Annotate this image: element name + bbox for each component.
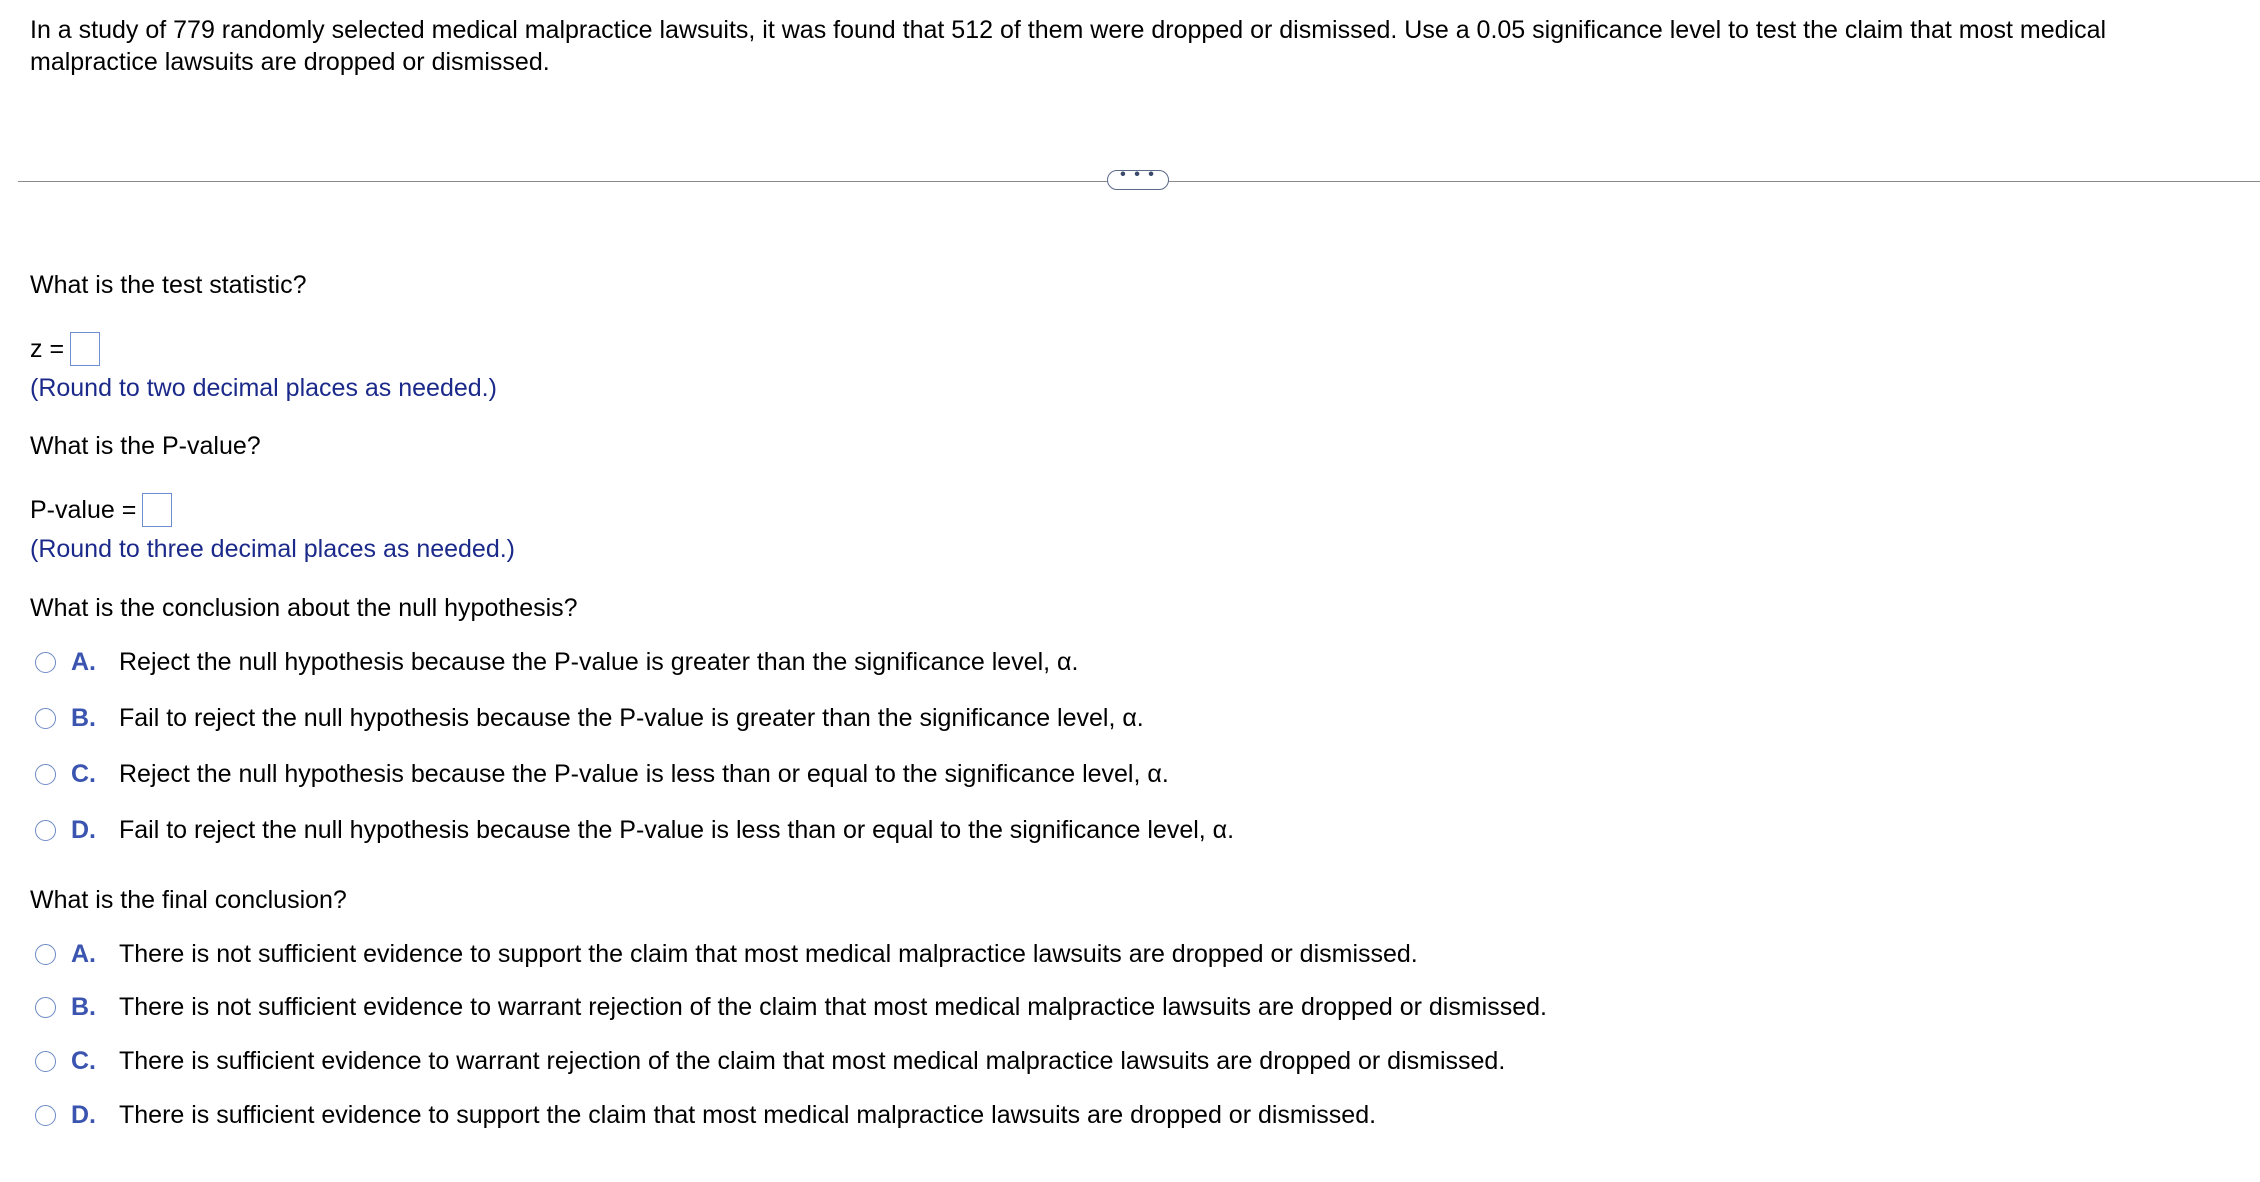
radio-button[interactable] [35,1105,56,1126]
final-option-d[interactable] [35,1099,1376,1131]
p-value-label: P-value = [30,496,137,524]
option-letter: C. [71,1046,96,1075]
final-option-b[interactable] [35,991,1547,1023]
final-option-a[interactable] [35,938,1418,970]
option-text: There is not sufficient evidence to support the claim that most medical malpractice lawsuits are dropped or dismissed. [119,939,1418,968]
null-option-a[interactable] [35,646,1078,678]
z-label: z = [30,335,65,363]
p-value-answer-row [30,493,172,527]
option-letter: B. [71,703,96,732]
option-text: There is sufficient evidence to warrant rejection of the claim that most medical malpractice lawsuits are dropped or dismissed. [119,1046,1506,1075]
question-test-statistic: What is the test statistic? [30,271,307,299]
more-button[interactable]: • • • [1107,170,1169,190]
question-p-value: What is the P-value? [30,432,261,460]
question-null-conclusion: What is the conclusion about the null hypothesis? [30,594,578,622]
z-input[interactable] [70,332,100,366]
radio-button[interactable] [35,820,56,841]
final-option-c[interactable] [35,1045,1505,1077]
option-letter: B. [71,992,96,1021]
option-text: There is sufficient evidence to support the claim that most medical malpractice lawsuits are dropped or dismissed. [119,1100,1377,1129]
radio-button[interactable] [35,997,56,1018]
option-letter: D. [71,815,96,844]
problem-statement: In a study of 779 randomly selected medical malpractice lawsuits, it was found that 512 of them were dropped or dismissed. Use a 0.05 significance level to test the claim that most medical malpractice lawsuits are dropped or dismissed. [30,16,2107,76]
radio-button[interactable] [35,708,56,729]
option-text: Fail to reject the null hypothesis because the P-value is greater than the significance level, α. [119,703,1144,732]
option-text: There is not sufficient evidence to warrant rejection of the claim that most medical malpractice lawsuits are dropped or dismissed. [119,992,1547,1021]
p-value-input[interactable] [142,493,172,527]
option-letter: A. [71,647,96,676]
null-option-d[interactable] [35,814,1234,846]
option-text: Reject the null hypothesis because the P-value is less than or equal to the significance level, α. [119,759,1169,788]
radio-button[interactable] [35,944,56,965]
option-letter: C. [71,759,96,788]
option-text: Fail to reject the null hypothesis because the P-value is less than or equal to the significance level, α. [119,815,1235,844]
test-statistic-answer-row [30,332,100,366]
option-letter: D. [71,1100,96,1129]
hint-three-decimals: (Round to three decimal places as needed.) [30,535,516,563]
radio-button[interactable] [35,764,56,785]
option-text: Reject the null hypothesis because the P-value is greater than the significance level, α. [119,647,1079,676]
hint-two-decimals: (Round to two decimal places as needed.) [30,374,497,402]
question-final-conclusion: What is the final conclusion? [30,886,347,914]
null-option-c[interactable] [35,758,1169,790]
null-option-b[interactable] [35,702,1144,734]
option-letter: A. [71,939,96,968]
radio-button[interactable] [35,1051,56,1072]
radio-button[interactable] [35,652,56,673]
